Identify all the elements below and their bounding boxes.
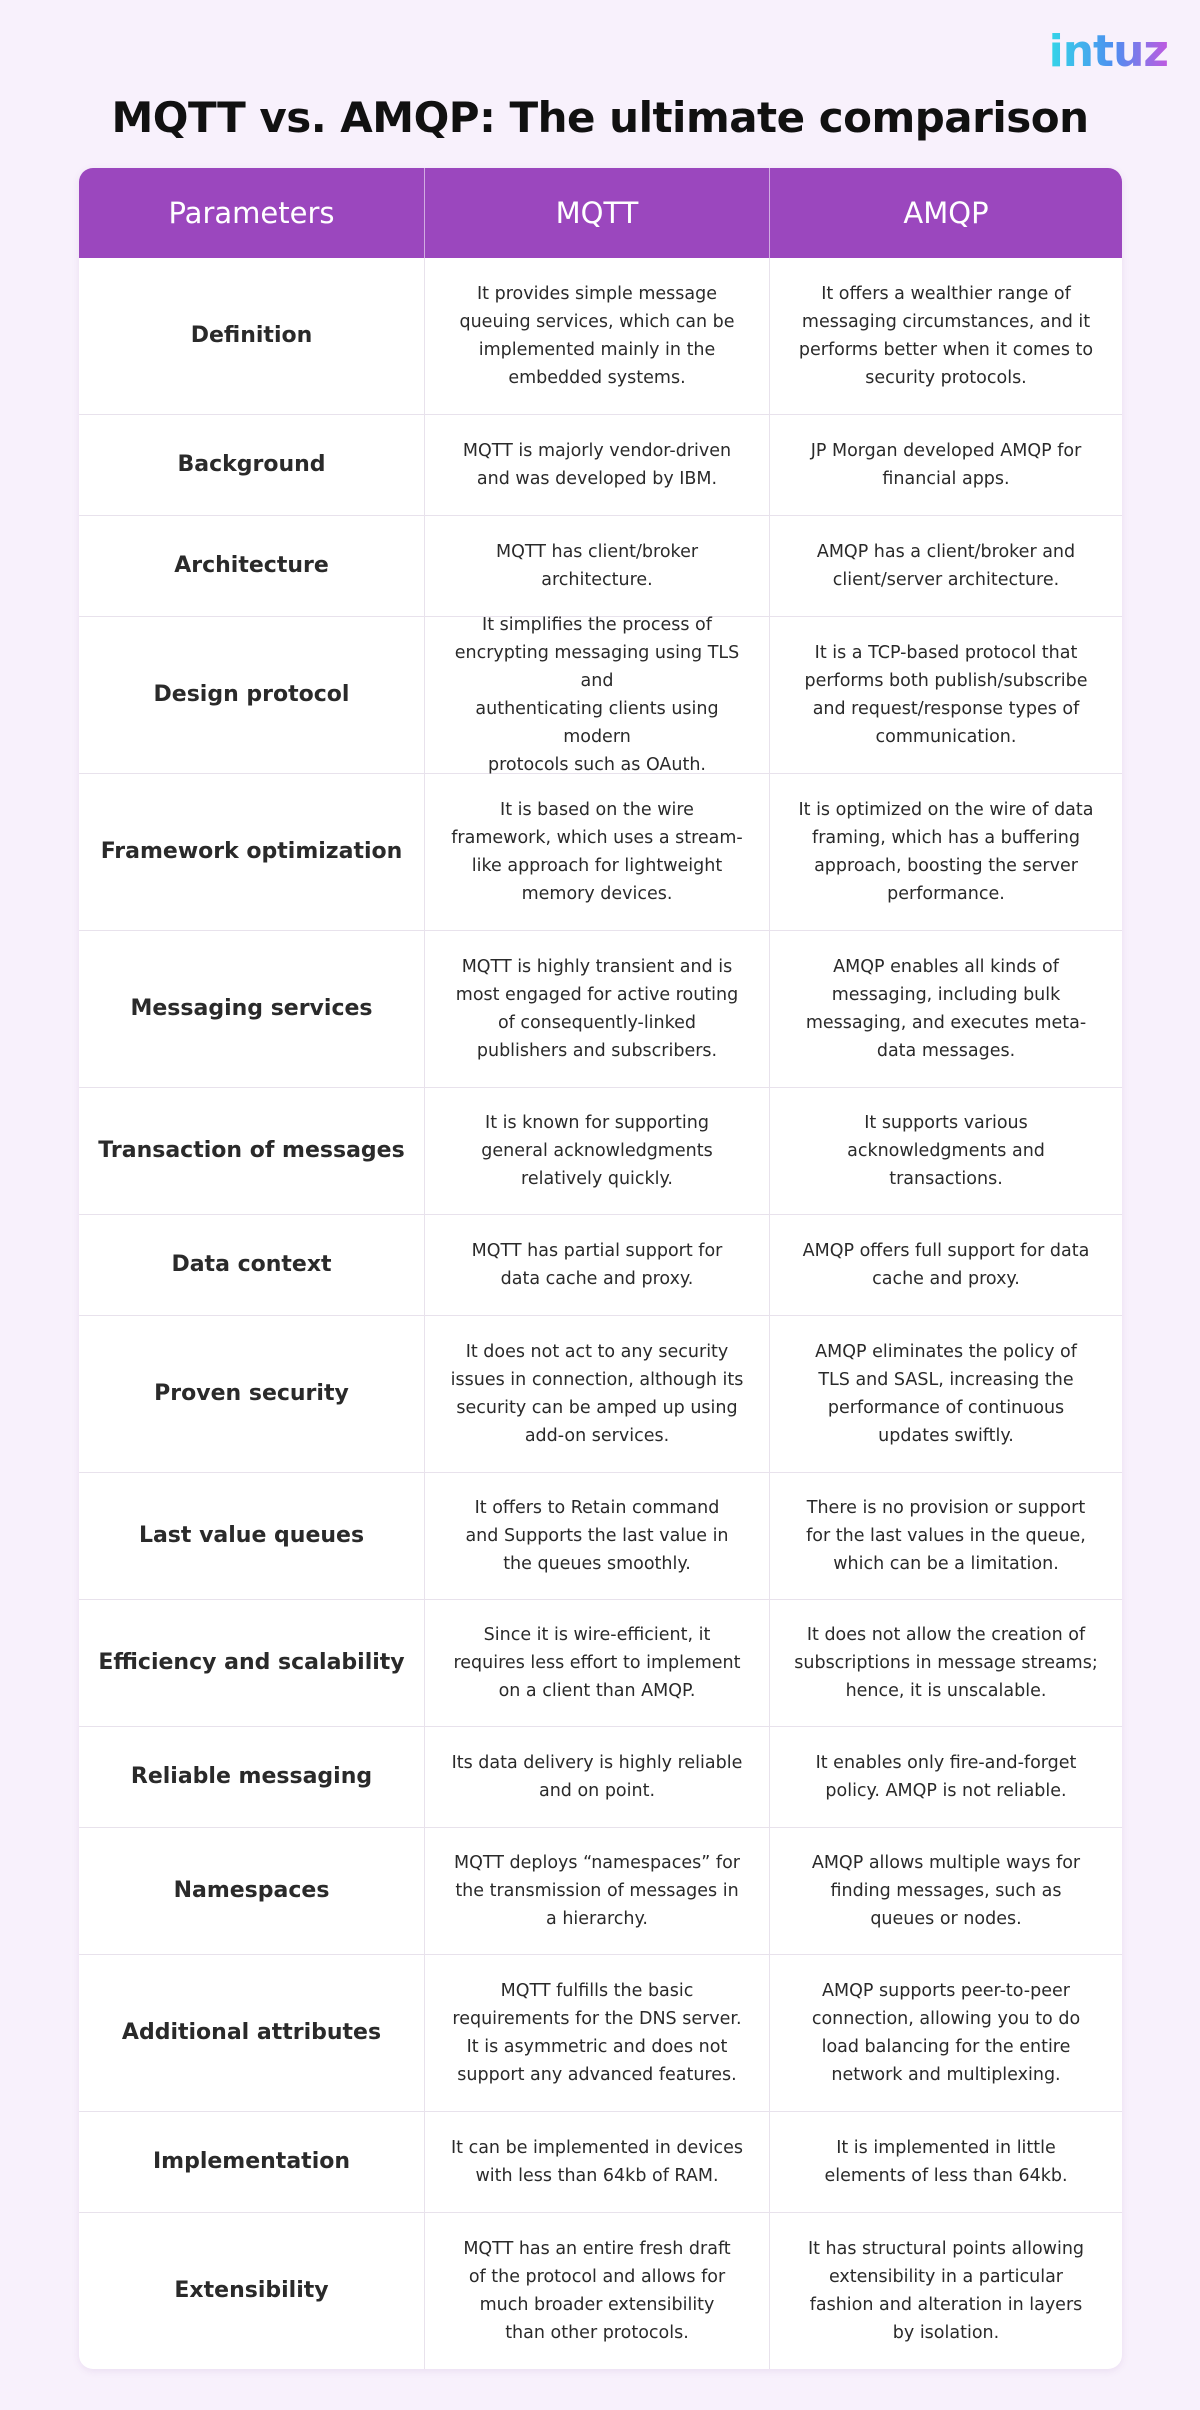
table-row	[79, 516, 1122, 617]
row-amqp-value: JP Morgan developed AMQP for financial apps.	[810, 441, 1082, 489]
row-amqp-value: It is a TCP-based protocol that performs both publish/subscribe and request/response types of communication.	[804, 643, 1088, 747]
table-header-row	[79, 168, 1122, 258]
row-mqtt-value: It does not act to any security issues in connection, although its security can be amped up using add-on services.	[425, 1316, 770, 1472]
table-row	[79, 258, 1122, 415]
table-row	[79, 1215, 1122, 1316]
table-row	[79, 1828, 1122, 1955]
row-mqtt-value: MQTT is highly transient and is most engaged for active routing of consequently-linked publishers and subscribers.	[425, 931, 770, 1087]
row-parameter: Efficiency and scalability	[79, 1600, 425, 1726]
row-mqtt-value: MQTT fulfills the basic requirements for the DNS server. It is asymmetric and does not support any advanced features.	[425, 1955, 770, 2111]
row-parameter: Implementation	[79, 2112, 425, 2212]
row-parameter: Reliable messaging	[79, 1727, 425, 1827]
row-amqp-value: It offers a wealthier range of messaging circumstances, and it performs better when it comes to security protocols.	[798, 284, 1094, 388]
table-row	[79, 931, 1122, 1088]
table-row	[79, 1600, 1122, 1727]
row-amqp-value: It is implemented in little elements of less than 64kb.	[824, 2138, 1068, 2186]
row-mqtt-value: MQTT has client/broker architecture.	[425, 516, 770, 616]
row-mqtt-value: It is based on the wire framework, which uses a stream- like approach for lightweight memory devices.	[425, 774, 770, 930]
header-parameters: Parameters	[79, 168, 425, 258]
row-amqp-value: AMQP offers full support for data cache and proxy.	[802, 1241, 1090, 1289]
comparison-table	[79, 168, 1122, 2369]
row-amqp-value: It supports various acknowledgments and transactions.	[847, 1113, 1045, 1189]
row-parameter: Background	[79, 415, 425, 515]
row-parameter: Proven security	[79, 1316, 425, 1472]
header-amqp: AMQP	[903, 196, 989, 230]
row-parameter: Messaging services	[79, 931, 425, 1087]
row-parameter: Data context	[79, 1215, 425, 1315]
row-parameter: Transaction of messages	[79, 1088, 425, 1214]
row-mqtt-value: It offers to Retain command and Supports the last value in the queues smoothly.	[425, 1473, 770, 1599]
row-amqp-value: It enables only fire-and-forget policy. AMQP is not reliable.	[815, 1753, 1077, 1801]
row-parameter: Design protocol	[79, 617, 425, 773]
row-amqp-value: AMQP has a client/broker and client/server architecture.	[816, 542, 1076, 590]
header-mqtt: MQTT	[425, 168, 770, 258]
row-parameter: Architecture	[79, 516, 425, 616]
table-row	[79, 2213, 1122, 2369]
row-mqtt-value: It can be implemented in devices with less than 64kb of RAM.	[425, 2112, 770, 2212]
row-amqp-value: It is optimized on the wire of data framing, which has a buffering approach, boosting the server performance.	[798, 800, 1094, 904]
row-mqtt-value: It simplifies the process of encrypting messaging using TLS and authenticating clients using modern protocols such as OAuth.	[425, 617, 770, 773]
row-amqp-value: AMQP eliminates the policy of TLS and SASL, increasing the performance of continuous updates swiftly.	[815, 1342, 1077, 1446]
table-row	[79, 1088, 1122, 1215]
row-mqtt-value: MQTT deploys “namespaces” for the transmission of messages in a hierarchy.	[425, 1828, 770, 1954]
row-mqtt-value: MQTT is majorly vendor-driven and was developed by IBM.	[425, 415, 770, 515]
row-mqtt-value: Since it is wire-efficient, it requires less effort to implement on a client than AMQP.	[425, 1600, 770, 1726]
row-amqp-value: There is no provision or support for the last values in the queue, which can be a limitation.	[806, 1498, 1086, 1574]
row-parameter: Last value queues	[79, 1473, 425, 1599]
page-title: MQTT vs. AMQP: The ultimate comparison	[111, 93, 1089, 142]
row-parameter: Extensibility	[79, 2213, 425, 2369]
row-mqtt-value: MQTT has partial support for data cache and proxy.	[425, 1215, 770, 1315]
row-amqp-value: It has structural points allowing extensibility in a particular fashion and alteration in layers by isolation.	[807, 2239, 1085, 2343]
row-mqtt-value: It is known for supporting general acknowledgments relatively quickly.	[425, 1088, 770, 1214]
row-parameter: Namespaces	[79, 1828, 425, 1954]
table-row	[79, 1955, 1122, 2112]
row-amqp-value: AMQP supports peer-to-peer connection, allowing you to do load balancing for the entire network and multiplexing.	[811, 1981, 1081, 2085]
table-row	[79, 1727, 1122, 1828]
table-row	[79, 617, 1122, 774]
table-row	[79, 415, 1122, 516]
table-row	[79, 1316, 1122, 1473]
table-row	[79, 2112, 1122, 2213]
row-amqp-value: AMQP enables all kinds of messaging, including bulk messaging, and executes meta- data messages.	[805, 957, 1087, 1061]
row-mqtt-value: Its data delivery is highly reliable and on point.	[425, 1727, 770, 1827]
row-mqtt-value: It provides simple message queuing services, which can be implemented mainly in the embedded systems.	[425, 258, 770, 414]
row-parameter: Framework optimization	[79, 774, 425, 930]
row-amqp-value: AMQP allows multiple ways for finding messages, such as queues or nodes.	[811, 1853, 1081, 1929]
row-parameter: Definition	[79, 258, 425, 414]
intuz-logo: intuz	[1048, 26, 1168, 77]
row-mqtt-value: MQTT has an entire fresh draft of the protocol and allows for much broader extensibility than other protocols.	[425, 2213, 770, 2369]
row-amqp-value: It does not allow the creation of subscriptions in message streams; hence, it is unscalable.	[794, 1625, 1098, 1701]
row-parameter: Additional attributes	[79, 1955, 425, 2111]
table-row	[79, 1473, 1122, 1600]
table-row	[79, 774, 1122, 931]
